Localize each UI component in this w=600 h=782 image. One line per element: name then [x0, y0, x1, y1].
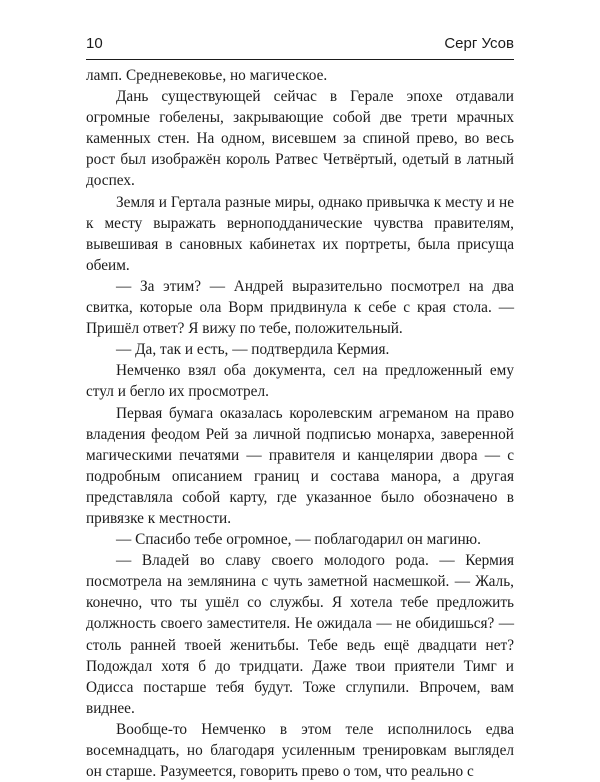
- paragraph-2: Дань существующей сейчас в Герале эпохе отдавали огромные гобелены, закрывающие собой две трети мрачных каменных стен. На одном, висевшем за спиной прево, во весь рост был изображён король Ратвес Четвёртый, одетый в латный доспех.: [86, 88, 514, 190]
- paragraph-9: — Владей во славу своего молодого рода. — Кермия посмотрела на землянина с чуть заметной насмешкой. — Жаль, конечно, что ты ушёл со службы. Я хотела тебе предложить должность своего заместителя. Не ожидала — не обидишься? — столь ранней твоей женитьбы. Тебе ведь ещё двадцати нет? Подождал хотя б до тридцати. Даже твои приятели Тимг и Одисса постарше тебя будут. Тоже сглупили. Впрочем, вам виднее.: [86, 552, 514, 717]
- paragraph-8: — Спасибо тебе огромное, — поблагодарил он магиню.: [116, 531, 481, 549]
- header-rule: [86, 59, 514, 60]
- paragraph-3: Земля и Гертала разные миры, однако привычка к месту и не к месту выражать верноподданические чувства правителям, вывешивая в сановных кабинетах их портреты, была присуща обеим.: [86, 193, 514, 274]
- paragraph-7: Первая бумага оказалась королевским агреманом на право владения феодом Рей за личной подписью монарха, заверенной магическими печатями — правителя и канцелярии двора — с подробным описанием границ и состава манора, а другая представляла собой карту, где указанное было обозначено в привязке к местности.: [86, 404, 514, 527]
- paragraph-1: ламп. Средневековье, но магическое.: [86, 67, 328, 84]
- page-header: [86, 35, 514, 59]
- page-number: 10: [86, 35, 103, 52]
- paragraph-5: — Да, так и есть, — подтвердила Кермия.: [116, 341, 390, 359]
- paragraph-6: Немченко взял оба документа, сел на предложенный ему стул и бегло их просмотрел.: [86, 362, 514, 401]
- running-title: Серг Усов: [444, 35, 514, 52]
- body-text: [86, 65, 514, 782]
- paragraph-4: — За этим? — Андрей выразительно посмотрел на два свитка, которые ола Ворм придвинула к себе с края стола. — Пришёл ответ? Я вижу по тебе, положительный.: [86, 277, 514, 338]
- paragraph-10: Вообще-то Немченко в этом теле исполнилось едва восемнадцать, но благодаря усиленным тренировкам выглядел он старше. Разумеется, говорить прево о том, что реально с: [86, 720, 514, 781]
